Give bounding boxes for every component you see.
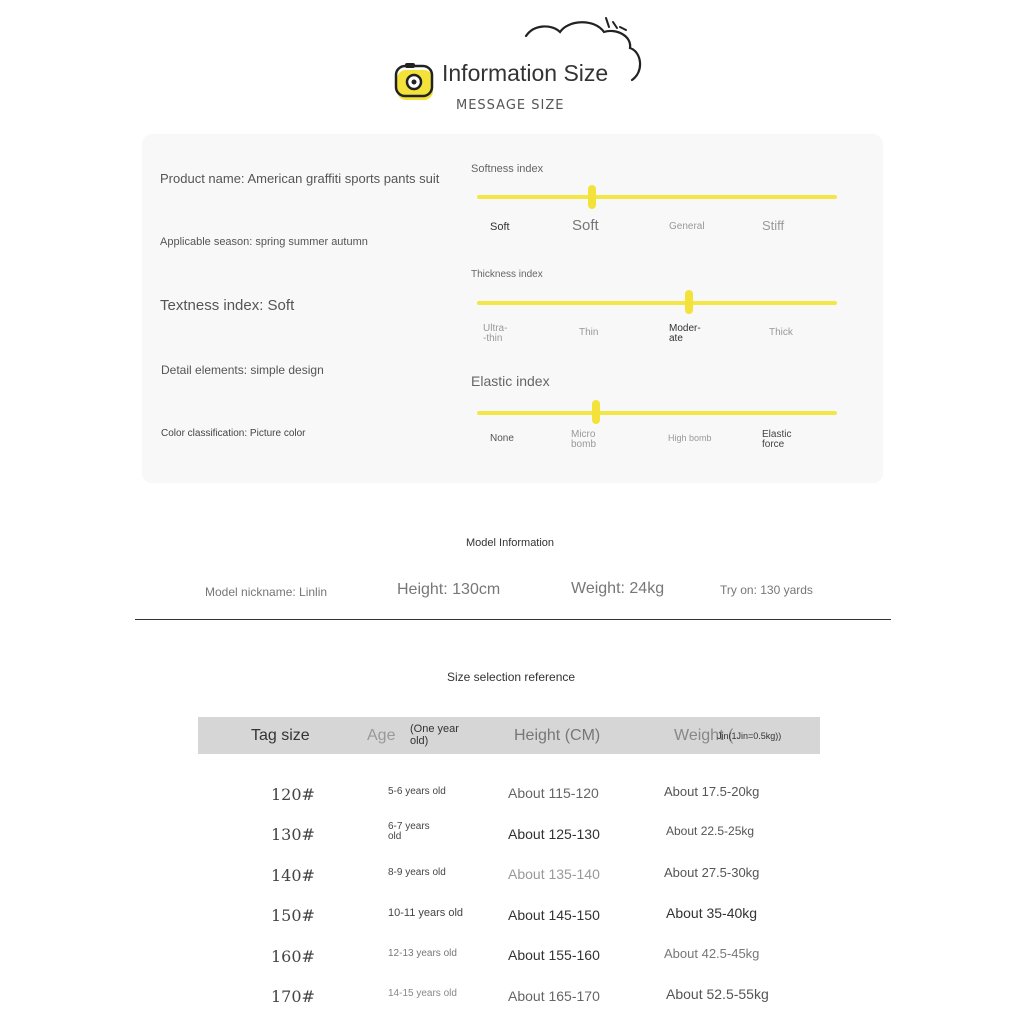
elastic-label: Elastic force bbox=[762, 429, 792, 450]
thickness-label: Thin bbox=[579, 327, 599, 338]
elastic-title: Elastic index bbox=[471, 373, 550, 389]
softness-title: Softness index bbox=[471, 163, 544, 175]
header-height: Height (CM) bbox=[514, 727, 601, 744]
tag-size-cell: 130# bbox=[271, 825, 315, 844]
size-table-title: Size selection reference bbox=[447, 670, 576, 684]
model-nickname: Model nickname: Linlin bbox=[205, 585, 328, 599]
model-try-on: Try on: 130 yards bbox=[720, 583, 813, 597]
model-height: Height: 130cm bbox=[397, 581, 501, 598]
info-card bbox=[142, 134, 883, 483]
thickness-label: Moder- ate bbox=[669, 323, 701, 344]
model-info-title: Model Information bbox=[466, 537, 555, 549]
table-header bbox=[198, 717, 820, 754]
softness-label: General bbox=[669, 221, 705, 232]
header-tag-size: Tag size bbox=[251, 727, 310, 744]
textness-index: Textness index: Soft bbox=[160, 297, 295, 314]
elastic-track bbox=[477, 411, 837, 415]
height-cell: About 135-140 bbox=[508, 866, 600, 882]
softness-label: Soft bbox=[490, 221, 510, 233]
thickness-title: Thickness index bbox=[471, 269, 543, 280]
height-cell: About 155-160 bbox=[508, 947, 600, 963]
tag-size-cell: 160# bbox=[271, 947, 315, 966]
softness-label: Stiff bbox=[762, 218, 785, 233]
age-cell: 10-11 years old bbox=[388, 907, 464, 919]
elastic-label: High bomb bbox=[668, 433, 712, 443]
tag-size-cell: 170# bbox=[271, 987, 315, 1006]
softness-label: Soft bbox=[572, 217, 599, 234]
age-cell: 6-7 years old bbox=[388, 821, 430, 842]
page-subtitle: MESSAGE SIZE bbox=[456, 98, 565, 113]
weight-cell: About 35-40kg bbox=[666, 905, 758, 921]
model-weight: Weight: 24kg bbox=[571, 580, 665, 597]
age-cell: 14-15 years old bbox=[388, 988, 457, 999]
header-age: Age bbox=[367, 727, 396, 744]
tag-size-cell: 120# bbox=[271, 785, 315, 804]
camera-icon bbox=[394, 62, 438, 102]
weight-cell: About 52.5-55kg bbox=[666, 986, 769, 1002]
softness-track bbox=[477, 195, 837, 199]
detail-elements: Detail elements: simple design bbox=[161, 363, 324, 377]
tag-size-cell: 140# bbox=[271, 866, 315, 885]
weight-cell: About 27.5-30kg bbox=[664, 865, 760, 880]
applicable-season: Applicable season: spring summer autumn bbox=[160, 236, 368, 248]
color-classification: Color classification: Picture color bbox=[161, 428, 306, 439]
height-cell: About 125-130 bbox=[508, 826, 600, 842]
thickness-knob bbox=[685, 290, 693, 314]
elastic-label: Micro bomb bbox=[571, 429, 597, 450]
tag-size-cell: 150# bbox=[271, 906, 315, 925]
elastic-label: None bbox=[490, 433, 514, 444]
divider bbox=[135, 619, 891, 620]
weight-cell: About 17.5-20kg bbox=[664, 784, 760, 799]
thickness-label: Thick bbox=[769, 327, 793, 338]
height-cell: About 145-150 bbox=[508, 907, 600, 923]
age-cell: 8-9 years old bbox=[388, 867, 446, 878]
thickness-label: Ultra- -thin bbox=[483, 323, 508, 344]
softness-knob bbox=[588, 185, 596, 209]
thickness-track bbox=[477, 301, 837, 305]
header-age-note: (One year old) bbox=[410, 723, 459, 747]
header-weight: Weight ( bbox=[674, 727, 734, 744]
height-cell: About 165-170 bbox=[508, 988, 600, 1004]
header-weight-note: Jin(1Jin=0.5kg)) bbox=[717, 731, 782, 741]
product-name: Product name: American graffiti sports pants suit bbox=[160, 171, 440, 186]
elastic-knob bbox=[592, 400, 600, 424]
page-title: Information Size bbox=[442, 60, 609, 86]
age-cell: 12-13 years old bbox=[388, 948, 457, 959]
height-cell: About 115-120 bbox=[508, 785, 599, 801]
weight-cell: About 22.5-25kg bbox=[666, 824, 755, 838]
age-cell: 5-6 years old bbox=[388, 786, 446, 797]
weight-cell: About 42.5-45kg bbox=[664, 946, 760, 961]
